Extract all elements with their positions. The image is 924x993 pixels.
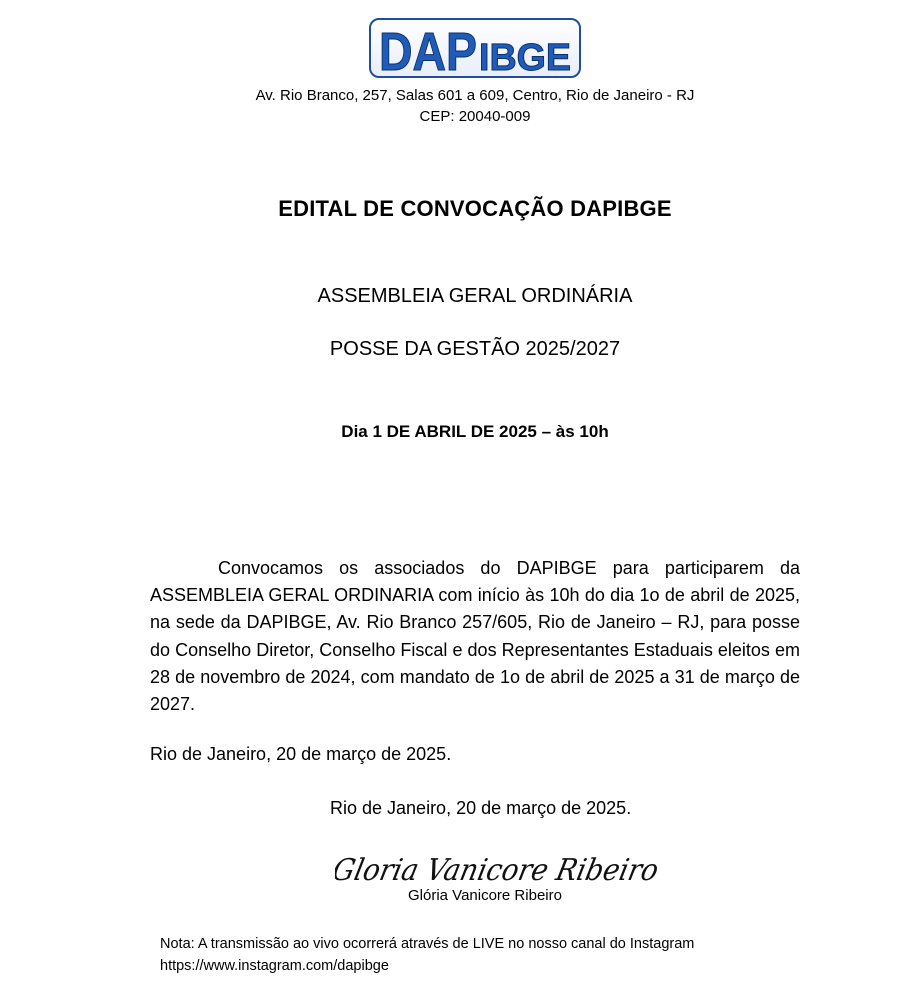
assembly-subtitle: ASSEMBLEIA GERAL ORDINÁRIA bbox=[317, 285, 633, 307]
svg-text:DAP: DAP bbox=[379, 22, 477, 76]
signatory-name: Glória Vanicore Ribeiro bbox=[408, 887, 562, 904]
document-title: EDITAL DE CONVOCAÇÃO DAPIBGE bbox=[278, 196, 672, 221]
place-date-left: Rio de Janeiro, 20 de março de 2025. bbox=[150, 744, 452, 764]
svg-text:Gloria Vanicore Ribeiro: Gloria Vanicore Ribeiro bbox=[335, 853, 675, 888]
svg-text:IBGE: IBGE bbox=[479, 37, 571, 76]
address-line-2: CEP: 20040-009 bbox=[419, 108, 531, 125]
inauguration-subtitle: POSSE DA GESTÃO 2025/2027 bbox=[329, 338, 621, 360]
note-text: Nota: A transmissão ao vivo ocorrerá através de LIVE no nosso canal do Instagram bbox=[160, 936, 695, 952]
convocation-paragraph: Convocamos os associados do DAPIBGE para participarem da ASSEMBLEIA GERAL ORDINARIA com início às 10h do dia 1o de abril de 2025, na sede da DAPIBGE, Av. Rio Branco 257/605, Rio de Janeiro – RJ, para posse do Conselho Diretor, Conselho Fiscal e dos Representantes Estaduais eleitos em 28 de novembro de 2024, com mandato de 1o de abril de 2025 a 31 de março de 2027. bbox=[150, 558, 800, 715]
event-date: Dia 1 DE ABRIL DE 2025 – às 10h bbox=[341, 422, 609, 441]
address-line-1: Av. Rio Branco, 257, Salas 601 a 609, Centro, Rio de Janeiro - RJ bbox=[255, 87, 695, 104]
dapibge-logo bbox=[369, 18, 581, 78]
instagram-link[interactable]: https://www.instagram.com/dapibge bbox=[160, 958, 389, 974]
transmission-note bbox=[160, 933, 694, 977]
handwritten-signature bbox=[335, 842, 675, 890]
place-date-signature: Rio de Janeiro, 20 de março de 2025. bbox=[330, 798, 632, 818]
